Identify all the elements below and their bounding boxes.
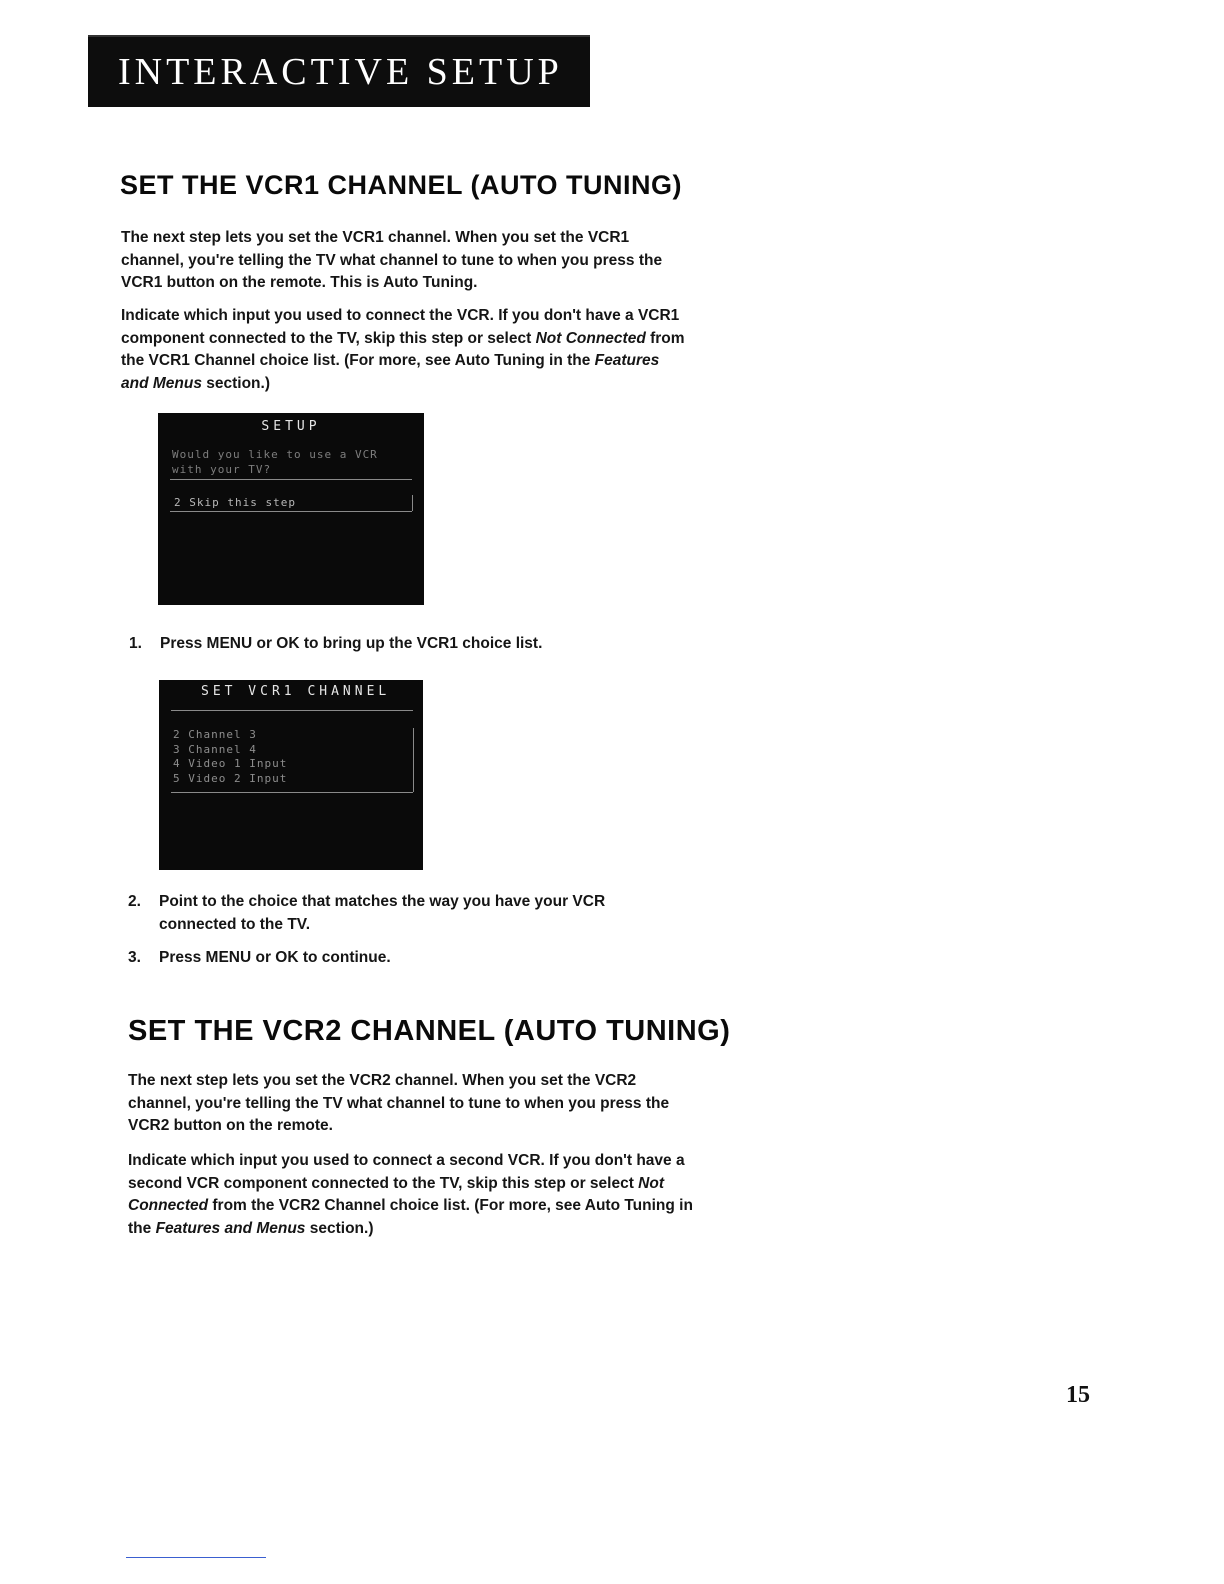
- step-2-text: Point to the choice that matches the way you have your VCR connected to the TV.: [159, 893, 606, 933]
- setup-screen-option-edge: [412, 495, 413, 511]
- vcr2-instruction-text-b: from the VCR2 Channel choice list. (For more, see Auto Tuning in the: [128, 1197, 693, 1237]
- step-1: [129, 633, 689, 657]
- step-3-number: 3.: [128, 949, 141, 966]
- vcr1-channel-choice-list: [173, 728, 413, 786]
- vcr2-instruction-text-a: Indicate which input you used to connect a second VCR. If you don't have a second VCR component connected to the TV, skip this step or select: [128, 1152, 685, 1192]
- banner-title: INTERACTIVE SETUP: [118, 51, 563, 93]
- vcr1-features-menus-emphasis: Features and Menus: [121, 352, 660, 392]
- vcr1-instruction-text-c: section.): [201, 374, 270, 392]
- footer-link-underline: [126, 1557, 266, 1558]
- vcr2-not-connected-emphasis: Not Connected: [128, 1174, 664, 1214]
- vcr1-channel-screen-divider: [171, 710, 413, 711]
- step-3: [128, 947, 688, 971]
- setup-screen-option: 2 Skip this step: [174, 496, 296, 509]
- vcr1-instruction-text-a: Indicate which input you used to connect the VCR. If you don't have a VCR1 component connected to the TV, skip this step or select: [121, 307, 680, 347]
- setup-screen-title: SETUP: [261, 419, 321, 434]
- vcr1-not-connected-emphasis: Not Connected: [535, 329, 646, 347]
- choice-list-item: 5 Video 2 Input: [173, 771, 288, 785]
- setup-screen-option-underline: [170, 511, 412, 512]
- setup-screen-prompt: Would you like to use a VCR with your TV?: [172, 448, 378, 476]
- choice-list-item: 3 Channel 4: [173, 742, 257, 756]
- vcr1-channel-screen-image: [159, 680, 423, 870]
- setup-screen-image: [158, 413, 424, 605]
- step-1-number: 1.: [129, 635, 142, 652]
- vcr1-channel-screen-title: SET VCR1 CHANNEL: [201, 684, 391, 699]
- choice-list-item: 2 Channel 3: [173, 728, 257, 741]
- vcr2-features-menus-emphasis: Features and Menus: [155, 1219, 306, 1237]
- choice-list-edge: [413, 728, 414, 792]
- step-3-text: Press MENU or OK to continue.: [159, 949, 391, 966]
- setup-screen-divider: [170, 479, 412, 480]
- page-number: 15: [1066, 1382, 1090, 1408]
- vcr1-heading: SET THE VCR1 CHANNEL (AUTO TUNING): [120, 170, 683, 200]
- section-banner: [88, 37, 590, 107]
- vcr2-heading: SET THE VCR2 CHANNEL (AUTO TUNING): [128, 1015, 731, 1047]
- step-2: [128, 891, 688, 939]
- vcr1-intro-paragraph: The next step lets you set the VCR1 channel. When you set the VCR1 channel, you're telling the TV what channel to tune to when you press the VCR1 button on the remote. This is Auto Tuning.: [121, 229, 663, 291]
- vcr1-instruction-text-b: from the VCR1 Channel choice list. (For more, see Auto Tuning in the: [121, 329, 685, 369]
- vcr2-instruction-paragraph: [128, 1150, 698, 1240]
- choice-list-bottom-rule: [171, 792, 413, 793]
- step-2-number: 2.: [128, 893, 141, 910]
- choice-list-item: 4 Video 1 Input: [173, 757, 288, 770]
- vcr2-intro-paragraph: The next step lets you set the VCR2 channel. When you set the VCR2 channel, you're telling the TV what channel to tune to when you press the VCR2 button on the remote.: [128, 1072, 670, 1134]
- step-1-text: Press MENU or OK to bring up the VCR1 choice list.: [160, 635, 543, 652]
- vcr2-instruction-text-c: section.): [305, 1219, 374, 1237]
- vcr1-instruction-paragraph: [121, 305, 691, 395]
